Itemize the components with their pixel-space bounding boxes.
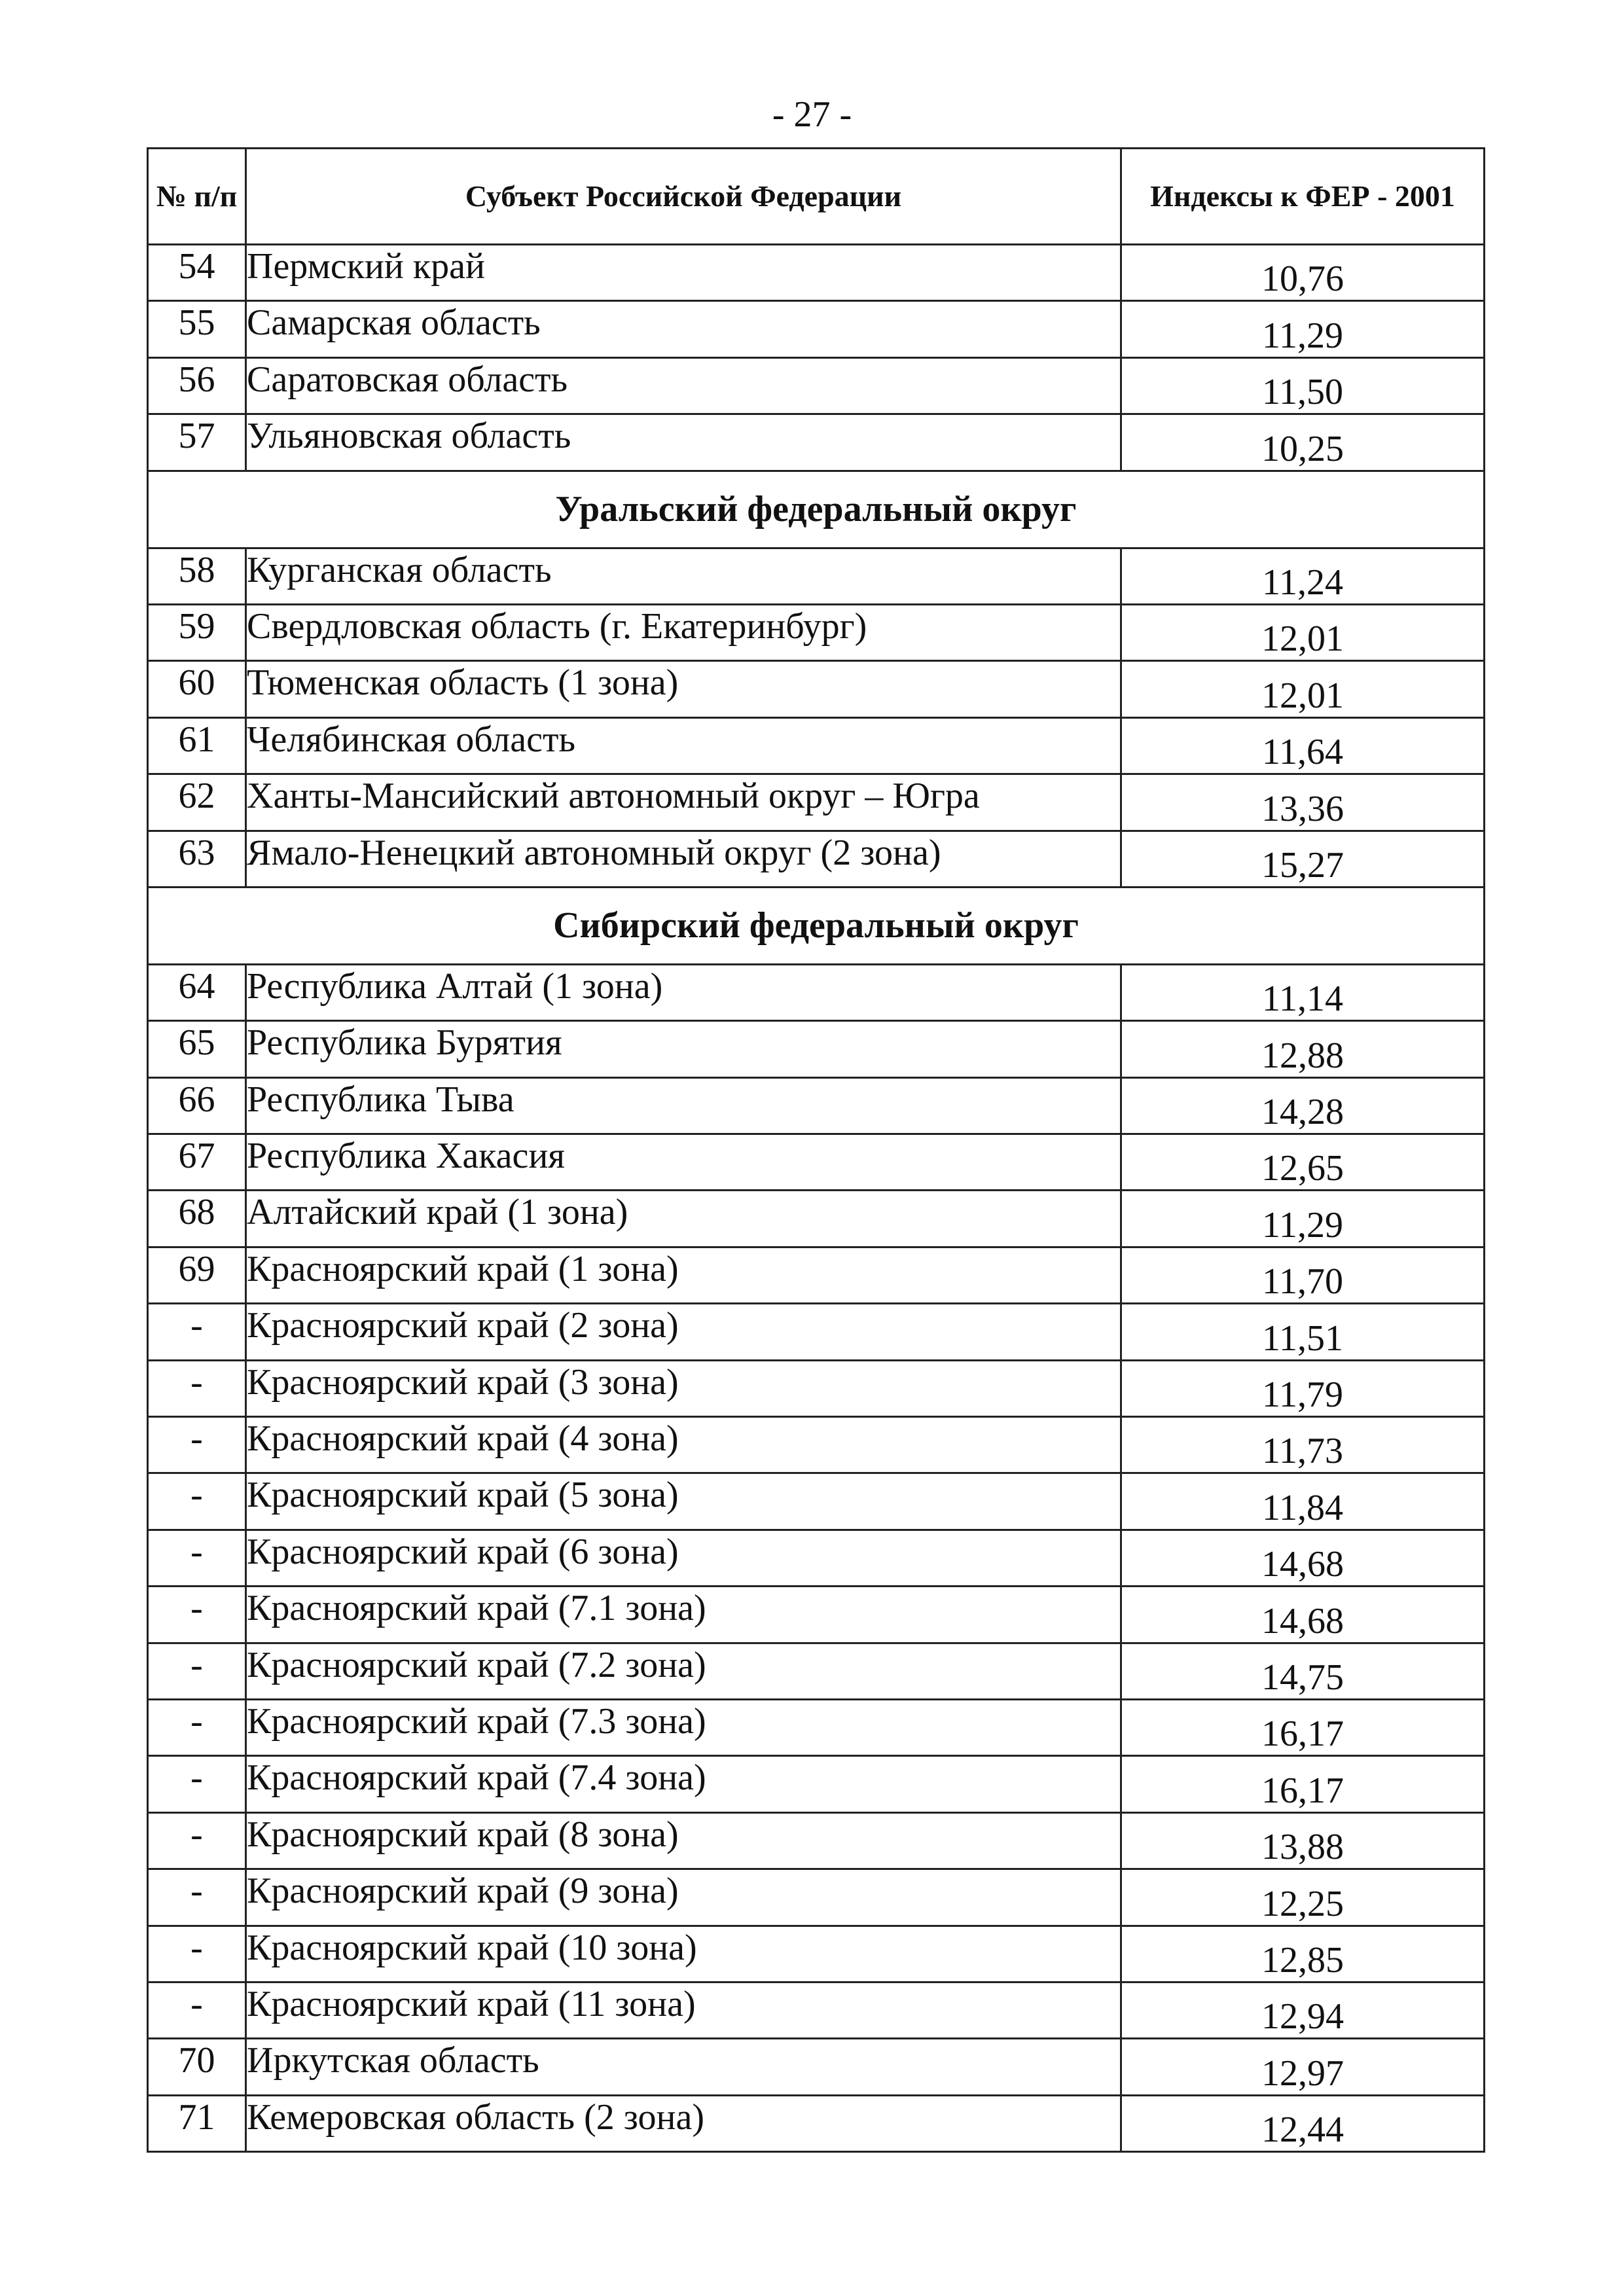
- section-row: [148, 887, 1485, 964]
- row-subject: Свердловская область (г. Екатеринбург): [246, 604, 1121, 660]
- row-number: 64: [148, 964, 246, 1020]
- row-subject: Красноярский край (4 зона): [246, 1417, 1121, 1473]
- table-row: [148, 831, 1485, 887]
- table-row: [148, 1021, 1485, 1077]
- row-subject: Красноярский край (3 зона): [246, 1360, 1121, 1416]
- section-heading-ural: Уральский федеральный округ: [148, 471, 1485, 548]
- row-index-value: 14,75: [1121, 1643, 1485, 1699]
- row-number: -: [148, 1699, 246, 1755]
- table-row: [148, 2039, 1485, 2095]
- row-index-value: 12,44: [1121, 2095, 1485, 2151]
- table-header-row: [148, 149, 1485, 245]
- row-number: 62: [148, 774, 246, 831]
- row-subject: Республика Бурятия: [246, 1021, 1121, 1077]
- table-row: [148, 1247, 1485, 1303]
- table-row: [148, 774, 1485, 831]
- row-number: -: [148, 1417, 246, 1473]
- row-index-value: 13,88: [1121, 1812, 1485, 1869]
- row-number: 68: [148, 1191, 246, 1247]
- row-subject: Красноярский край (5 зона): [246, 1473, 1121, 1530]
- table-row: [148, 1473, 1485, 1530]
- row-number: -: [148, 1587, 246, 1643]
- table-row: [148, 245, 1485, 301]
- table-row: [148, 548, 1485, 604]
- table-row: [148, 357, 1485, 414]
- row-number: -: [148, 1926, 246, 1982]
- table-row: [148, 1530, 1485, 1586]
- row-subject: Ульяновская область: [246, 414, 1121, 471]
- row-index-value: 11,14: [1121, 964, 1485, 1020]
- row-index-value: 12,85: [1121, 1926, 1485, 1982]
- row-index-value: 14,68: [1121, 1587, 1485, 1643]
- row-number: 67: [148, 1134, 246, 1191]
- table-row: [148, 1699, 1485, 1755]
- row-number: 59: [148, 604, 246, 660]
- row-number: 57: [148, 414, 246, 471]
- row-subject: Курганская область: [246, 548, 1121, 604]
- table-row: [148, 1077, 1485, 1134]
- row-index-value: 11,70: [1121, 1247, 1485, 1303]
- table-row: [148, 1812, 1485, 1869]
- row-subject: Красноярский край (7.3 зона): [246, 1699, 1121, 1755]
- row-index-value: 12,94: [1121, 1982, 1485, 2038]
- row-index-value: 16,17: [1121, 1699, 1485, 1755]
- row-subject: Самарская область: [246, 301, 1121, 357]
- row-subject: Иркутская область: [246, 2039, 1121, 2095]
- row-index-value: 11,29: [1121, 1191, 1485, 1247]
- table-row: [148, 1360, 1485, 1416]
- row-number: -: [148, 1812, 246, 1869]
- row-index-value: 11,84: [1121, 1473, 1485, 1530]
- row-number: -: [148, 1530, 246, 1586]
- row-index-value: 15,27: [1121, 831, 1485, 887]
- table-row: [148, 2095, 1485, 2151]
- row-subject: Красноярский край (11 зона): [246, 1982, 1121, 2038]
- row-number: 70: [148, 2039, 246, 2095]
- row-subject: Красноярский край (7.4 зона): [246, 1756, 1121, 1812]
- table-row: [148, 1869, 1485, 1926]
- row-number: -: [148, 1982, 246, 2038]
- row-subject: Кемеровская область (2 зона): [246, 2095, 1121, 2151]
- row-number: -: [148, 1869, 246, 1926]
- row-index-value: 11,79: [1121, 1360, 1485, 1416]
- row-number: 56: [148, 357, 246, 414]
- row-number: -: [148, 1643, 246, 1699]
- row-subject: Республика Хакасия: [246, 1134, 1121, 1191]
- row-number: 66: [148, 1077, 246, 1134]
- row-index-value: 14,68: [1121, 1530, 1485, 1586]
- table-body: [148, 245, 1485, 2152]
- table-row: [148, 1756, 1485, 1812]
- row-index-value: 14,28: [1121, 1077, 1485, 1134]
- row-index-value: 11,51: [1121, 1304, 1485, 1360]
- row-subject: Алтайский край (1 зона): [246, 1191, 1121, 1247]
- table-row: [148, 964, 1485, 1020]
- row-index-value: 12,88: [1121, 1021, 1485, 1077]
- row-subject: Тюменская область (1 зона): [246, 661, 1121, 717]
- row-subject: Красноярский край (9 зона): [246, 1869, 1121, 1926]
- table-row: [148, 1191, 1485, 1247]
- table-row: [148, 1587, 1485, 1643]
- row-index-value: 11,50: [1121, 357, 1485, 414]
- row-index-value: 11,73: [1121, 1417, 1485, 1473]
- row-index-value: 11,29: [1121, 301, 1485, 357]
- row-number: 61: [148, 717, 246, 774]
- table-row: [148, 1643, 1485, 1699]
- table-row: [148, 414, 1485, 471]
- table-row: [148, 1304, 1485, 1360]
- row-index-value: 11,64: [1121, 717, 1485, 774]
- row-index-value: 16,17: [1121, 1756, 1485, 1812]
- header-index: Индексы к ФЕР - 2001: [1121, 149, 1485, 245]
- row-number: 63: [148, 831, 246, 887]
- row-number: -: [148, 1756, 246, 1812]
- row-number: 54: [148, 245, 246, 301]
- row-subject: Челябинская область: [246, 717, 1121, 774]
- row-subject: Ханты-Мансийский автономный округ – Югра: [246, 774, 1121, 831]
- table-row: [148, 301, 1485, 357]
- row-number: 60: [148, 661, 246, 717]
- header-num: № п/п: [148, 149, 246, 245]
- header-subject: Субъект Российской Федерации: [246, 149, 1121, 245]
- row-index-value: 10,76: [1121, 245, 1485, 301]
- row-index-value: 11,24: [1121, 548, 1485, 604]
- table-row: [148, 1134, 1485, 1191]
- row-subject: Красноярский край (6 зона): [246, 1530, 1121, 1586]
- index-table: [147, 147, 1485, 2153]
- row-index-value: 12,01: [1121, 661, 1485, 717]
- row-subject: Ямало-Ненецкий автономный округ (2 зона): [246, 831, 1121, 887]
- row-number: -: [148, 1360, 246, 1416]
- table-row: [148, 1926, 1485, 1982]
- section-heading-siberia: Сибирский федеральный округ: [148, 887, 1485, 964]
- row-subject: Саратовская область: [246, 357, 1121, 414]
- row-subject: Красноярский край (8 зона): [246, 1812, 1121, 1869]
- row-subject: Красноярский край (10 зона): [246, 1926, 1121, 1982]
- row-index-value: 12,97: [1121, 2039, 1485, 2095]
- row-index-value: 12,25: [1121, 1869, 1485, 1926]
- row-index-value: 10,25: [1121, 414, 1485, 471]
- row-subject: Красноярский край (7.1 зона): [246, 1587, 1121, 1643]
- row-subject: Республика Тыва: [246, 1077, 1121, 1134]
- page-number: - 27 -: [772, 94, 852, 135]
- row-subject: Красноярский край (2 зона): [246, 1304, 1121, 1360]
- row-number: 55: [148, 301, 246, 357]
- table-row: [148, 661, 1485, 717]
- row-number: 58: [148, 548, 246, 604]
- section-row: [148, 471, 1485, 548]
- row-subject: Пермский край: [246, 245, 1121, 301]
- row-subject: Красноярский край (7.2 зона): [246, 1643, 1121, 1699]
- row-subject: Красноярский край (1 зона): [246, 1247, 1121, 1303]
- table-row: [148, 1417, 1485, 1473]
- row-number: 71: [148, 2095, 246, 2151]
- row-number: -: [148, 1473, 246, 1530]
- row-subject: Республика Алтай (1 зона): [246, 964, 1121, 1020]
- row-number: -: [148, 1304, 246, 1360]
- table-row: [148, 604, 1485, 660]
- row-index-value: 12,65: [1121, 1134, 1485, 1191]
- table-row: [148, 717, 1485, 774]
- row-index-value: 12,01: [1121, 604, 1485, 660]
- row-index-value: 13,36: [1121, 774, 1485, 831]
- row-number: 69: [148, 1247, 246, 1303]
- table-row: [148, 1982, 1485, 2038]
- row-number: 65: [148, 1021, 246, 1077]
